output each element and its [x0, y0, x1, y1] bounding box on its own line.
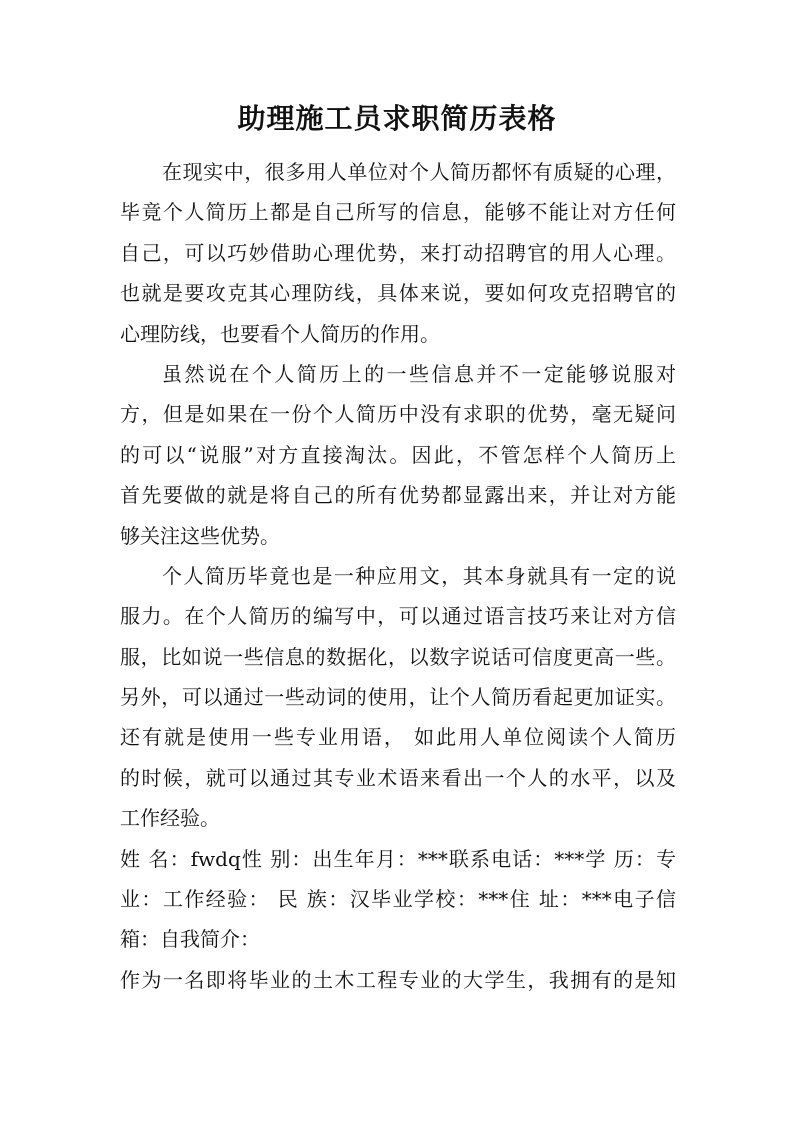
- resume-field-line: 姓 名：fwdq性 别：出生年月：***联系电话：***学 历：专: [120, 846, 676, 871]
- resume-field-line: 业：工作经验： 民 族：汉毕业学校：***住 址：***电子信: [120, 887, 676, 912]
- paragraph-line: 虽然说在个人简历上的一些信息并不一定能够说服对: [162, 361, 676, 386]
- paragraph-line: 自己，可以巧妙借助心理优势，来打动招聘官的用人心理。: [120, 240, 676, 265]
- paragraph-line: 在现实中，很多用人单位对个人简历都怀有质疑的心理，: [162, 160, 676, 184]
- paragraph-line: 也就是要攻克其心理防线，具体来说，要如何攻克招聘官的: [120, 281, 676, 306]
- paragraph-line: 够关注这些优势。: [120, 523, 280, 548]
- paragraph-line: 服，比如说一些信息的数据化，以数字说话可信度更高一些。: [120, 644, 676, 669]
- paragraph-line: 个人简历毕竟也是一种应用文，其本身就具有一定的说: [162, 563, 676, 588]
- document-body: [120, 152, 676, 1000]
- paragraph-line: 首先要做的就是将自己的所有优势都显露出来，并让对方能: [120, 483, 676, 508]
- resume-field-line: 箱：自我简介：: [120, 927, 260, 952]
- paragraph-line: 心理防线，也要看个人简历的作用。: [120, 321, 440, 346]
- paragraph-line: 服力。在个人简历的编写中，可以通过语言技巧来让对方信: [120, 604, 676, 629]
- paragraph-line: 的可以“说服”对方直接淘汰。因此，不管怎样个人简历上: [120, 442, 676, 467]
- paragraph-line: 另外，可以通过一些动词的使用，让个人简历看起更加证实。: [120, 685, 676, 710]
- paragraph-line: 方，但是如果在一份个人简历中没有求职的优势，毫无疑问: [120, 402, 676, 427]
- paragraph-line: 作为一名即将毕业的土木工程专业的大学生，我拥有的是知: [120, 967, 676, 992]
- document-title: 助理施工员求职简历表格: [237, 102, 557, 135]
- paragraph-line: 毕竟个人简历上都是自己所写的信息，能够不能让对方任何: [120, 200, 676, 225]
- paragraph-line: 工作经验。: [120, 806, 220, 831]
- paragraph-line: 还有就是使用一些专业用语， 如此用人单位阅读个人简历: [120, 725, 676, 750]
- paragraph-line: 的时候，就可以通过其专业术语来看出一个人的水平，以及: [120, 765, 676, 790]
